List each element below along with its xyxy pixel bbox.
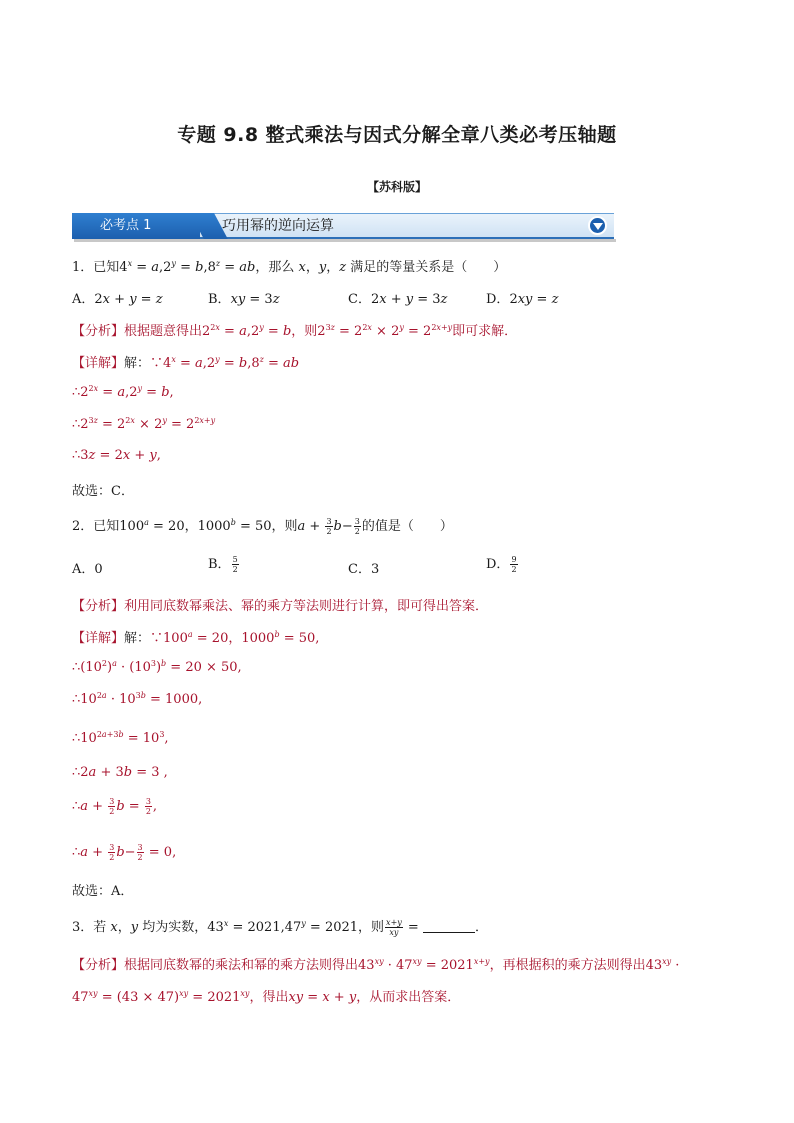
q2-option-d[interactable]: D． $\frac{9}{2}$ <box>486 555 517 574</box>
question-3: 3．若 x，y 均为实数，$43^x = 2021,47^y = 2021$，则 $\frac{x+y}{xy}$ = ． <box>72 918 488 937</box>
edition-label: 【苏科版】 <box>366 180 427 194</box>
q2-step-2: $\therefore 10^{2a} \cdot 10^{3b} = 1000$, <box>72 691 203 707</box>
q1-option-c[interactable]: C．2x + y = 3z <box>348 292 448 307</box>
section-banner <box>72 213 614 239</box>
q1-analysis: 【分析】根据题意得出$2^{2x} = a,2^y = b$，则$2^{3z} = 2^{2x} \times 2^y = 2^{2x+y}$即可求解． <box>72 323 518 339</box>
q1-option-a[interactable]: A．2x + y = z <box>72 292 163 307</box>
q1-choice: 故选：C． <box>72 484 134 499</box>
q2-step-4: ∴2a + 3b = 3 , <box>72 765 168 780</box>
banner-topic: 巧用幂的逆向运算 <box>222 218 334 234</box>
q2-analysis: 【分析】利用同底数幂乘法、幂的乘方等法则进行计算，即可得出答案． <box>72 599 489 614</box>
q1-step-3: ∴3z = 2x + y, <box>72 448 161 463</box>
q1-step-2: $\therefore 2^{3z} = 2^{2x} \times 2^y = 2^{2x+y}$ <box>72 416 216 432</box>
q2-step-6: ∴a + $\frac{3}{2}$ b− $\frac{3}{2}$ = 0, <box>72 843 177 862</box>
q1-detail: 【详解】解：$\because 4^x = a,2^y = b,8^z$ = ab <box>72 355 300 371</box>
chevron-down-icon[interactable] <box>588 216 607 235</box>
q3-analysis-cont: $47^{xy} = (43 \times 47)^{xy} = 2021^{xy}$，得出xy = x + y，从而求出答案． <box>72 989 461 1005</box>
question-1: 1．已知$4^x = a,2^y = b,8^z$ = ab，那么 x，y，z 满足的等量关系是（ ） <box>72 259 507 275</box>
q1-option-d[interactable]: D．2xy = z <box>486 292 559 307</box>
q2-option-b[interactable]: B． $\frac{5}{2}$ <box>208 555 238 574</box>
q1-step-1: $\therefore 2^{2x} = a,2^y = b$, <box>72 384 174 400</box>
q2-step-3: $\therefore 10^{2a+3b} = 10^3$, <box>72 730 169 746</box>
q2-option-c[interactable]: C．3 <box>348 562 380 577</box>
q1-option-b[interactable]: B．xy = 3z <box>208 292 280 307</box>
page-title: 专题 9.8 整式乘法与因式分解全章八类必考压轴题 <box>177 124 617 146</box>
banner-label: 必考点 1 <box>72 213 200 239</box>
q2-step-1: $\therefore(10^2)^a \cdot (10^3)^b = 20 \times 50$, <box>72 659 242 675</box>
detail-tag: 【详解】 <box>72 356 125 371</box>
banner-shadow <box>74 239 616 242</box>
answer-blank[interactable] <box>423 932 475 933</box>
q2-option-a[interactable]: A．0 <box>72 562 103 577</box>
analysis-tag: 【分析】 <box>72 324 125 339</box>
q2-detail: 【详解】解：$\because 100^a = 20$，$1000^b = 50$, <box>72 630 320 646</box>
q3-analysis: 【分析】根据同底数幂的乘法和幂的乘方法则得出$43^{xy} \cdot 47^{xy} = 2021^{x+y}$，再根据积的乘方法则得出$43^{xy}$ · <box>72 957 680 973</box>
q2-choice: 故选：A． <box>72 884 134 899</box>
question-2: 2．已知$100^a = 20$，$1000^b = 50$，则a + $\frac{3}{2}$ b− $\frac{3}{2}$ 的值是（ ） <box>72 517 453 536</box>
q2-step-5: ∴a + $\frac{3}{2}$ b = $\frac{3}{2}$ , <box>72 797 158 816</box>
